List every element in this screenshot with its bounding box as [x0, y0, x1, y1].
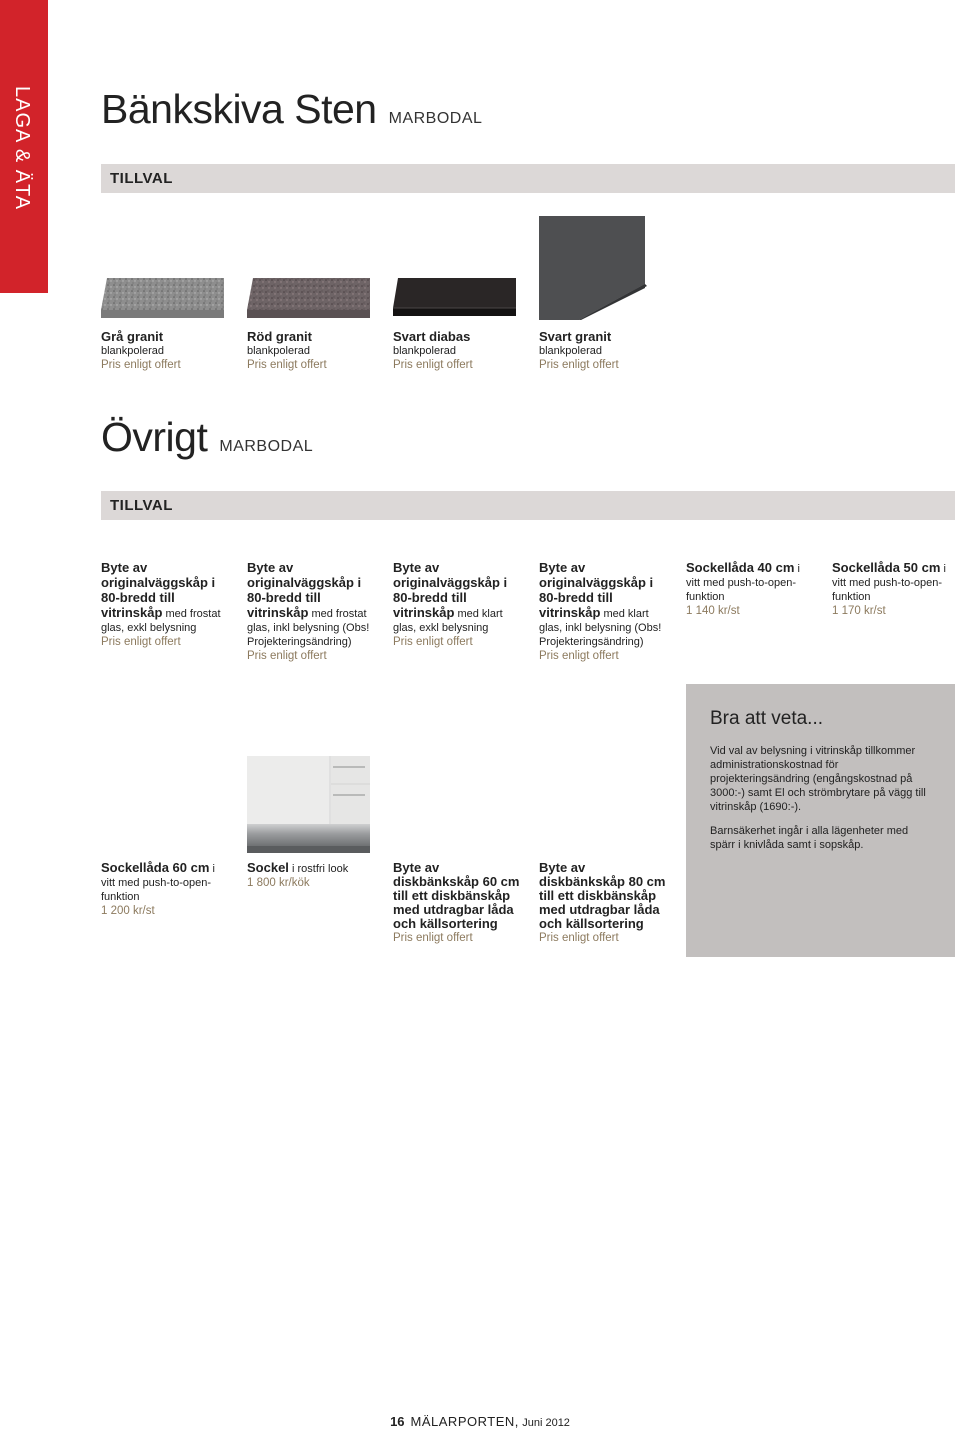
product-desc: i vitt med push-to-open-funktion — [832, 563, 946, 603]
product-price: Pris enligt offert — [247, 359, 327, 371]
product-desc: blankpolerad — [247, 345, 310, 357]
info-box-paragraph: Vid val av belysning i vitrinskåp tillkommer administrationskostnad för projekteringsändring (engångskostnad på 3000:-) samt El och strömbrytare på vägg till vitrinskåp (1690:-). — [710, 745, 926, 813]
product-price: Pris enligt offert — [101, 636, 181, 648]
black-diabase-slab-image — [393, 278, 516, 320]
product-desc: med frostat glas, exkl belysning — [101, 608, 221, 634]
product-rod-granit — [247, 330, 377, 372]
product-desc: i vitt med push-to-open-funktion — [101, 863, 215, 903]
section-title-bankskiva — [101, 86, 482, 133]
brand-label: MARBODAL — [388, 110, 483, 127]
product-price: Pris enligt offert — [393, 359, 473, 371]
product-price: Pris enligt offert — [393, 932, 473, 944]
product-name: Byte av originalväggskåp i 80-bredd till vitrinskåp — [539, 560, 654, 620]
product-name: Sockel — [247, 860, 289, 875]
black-granite-slab-image — [539, 216, 647, 320]
product-svart-diabas — [393, 330, 523, 372]
page-number: 16 — [390, 1414, 405, 1429]
product-vitrinskap-frostat-exkl — [101, 561, 229, 649]
product-price: Pris enligt offert — [539, 359, 619, 371]
stainless-plinth-image — [247, 756, 370, 853]
side-tab-label: LAGA & ÄTA — [11, 86, 33, 211]
product-price: Pris enligt offert — [101, 359, 181, 371]
product-name: Svart diabas — [393, 329, 471, 344]
product-name: Byte av originalväggskåp i 80-bredd till vitrinskåp — [247, 560, 362, 620]
product-name: Byte av originalväggskåp i 80-bredd till vitrinskåp — [101, 560, 216, 620]
product-name: Röd granit — [247, 329, 312, 344]
product-sockel-rostfri — [247, 861, 375, 890]
page-footer — [0, 1414, 960, 1429]
red-granite-slab-image — [247, 278, 370, 320]
product-vitrinskap-frostat-inkl — [247, 561, 375, 663]
product-desc: i rostfri look — [288, 863, 349, 875]
good-to-know-box — [686, 684, 955, 957]
product-name: Sockellåda 40 cm — [686, 560, 795, 575]
product-name: Sockellåda 50 cm — [832, 560, 941, 575]
product-sockellada-50 — [832, 561, 954, 618]
product-desc: med klart glas, inkl belysning (Obs! Projekteringsändring) — [539, 608, 662, 648]
product-desc: blankpolerad — [101, 345, 164, 357]
product-name: Byte av diskbänkskåp 60 cm till ett diskbänskåp med utdragbar låda och källsortering — [393, 860, 520, 931]
brand-label: MARBODAL — [219, 438, 314, 455]
product-gra-granit — [101, 330, 231, 372]
product-name: Byte av diskbänkskåp 80 cm till ett diskbänskåp med utdragbar låda och källsortering — [539, 860, 666, 931]
product-name: Svart granit — [539, 329, 612, 344]
product-price: Pris enligt offert — [393, 636, 473, 648]
product-desc: blankpolerad — [393, 345, 456, 357]
product-desc: blankpolerad — [539, 345, 602, 357]
product-name: Byte av originalväggskåp i 80-bredd till vitrinskåp — [393, 560, 508, 620]
product-desc: med frostat glas, inkl belysning (Obs! Projekteringsändring) — [247, 608, 370, 648]
section-side-tab — [0, 0, 48, 293]
product-price: 1 200 kr/st — [101, 905, 155, 917]
info-box-paragraph: Barnsäkerhet ingår i alla lägenheter med spärr i knivlåda samt i sopskåp. — [710, 825, 909, 851]
product-price: 1 170 kr/st — [832, 605, 886, 617]
product-vitrinskap-klart-exkl — [393, 561, 521, 649]
product-desc: med klart glas, exkl belysning — [393, 608, 503, 634]
section-title-text: Övrigt — [101, 414, 208, 460]
product-diskbankskap-80 — [539, 861, 667, 945]
product-name: Sockellåda 60 cm — [101, 860, 210, 875]
product-vitrinskap-klart-inkl — [539, 561, 667, 663]
issue-date: Juni 2012 — [522, 1417, 570, 1429]
section-title-ovrigt — [101, 414, 313, 461]
product-price: 1 140 kr/st — [686, 605, 740, 617]
product-price: Pris enligt offert — [539, 932, 619, 944]
product-price: Pris enligt offert — [539, 650, 619, 662]
gray-granite-slab-image — [101, 278, 224, 320]
section-title-text: Bänkskiva Sten — [101, 86, 377, 132]
product-diskbankskap-60 — [393, 861, 521, 945]
tillval-bar: TILLVAL — [101, 491, 955, 520]
tillval-bar: TILLVAL — [101, 164, 955, 193]
product-desc: i vitt med push-to-open-funktion — [686, 563, 800, 603]
product-name: Grå granit — [101, 329, 164, 344]
product-sockellada-60 — [101, 861, 223, 918]
magazine-name: MÄLARPORTEN, — [410, 1414, 519, 1429]
product-svart-granit — [539, 330, 669, 372]
product-sockellada-40 — [686, 561, 808, 618]
info-box-title: Bra att veta... — [710, 708, 823, 729]
product-price: 1 800 kr/kök — [247, 877, 310, 889]
product-price: Pris enligt offert — [247, 650, 327, 662]
